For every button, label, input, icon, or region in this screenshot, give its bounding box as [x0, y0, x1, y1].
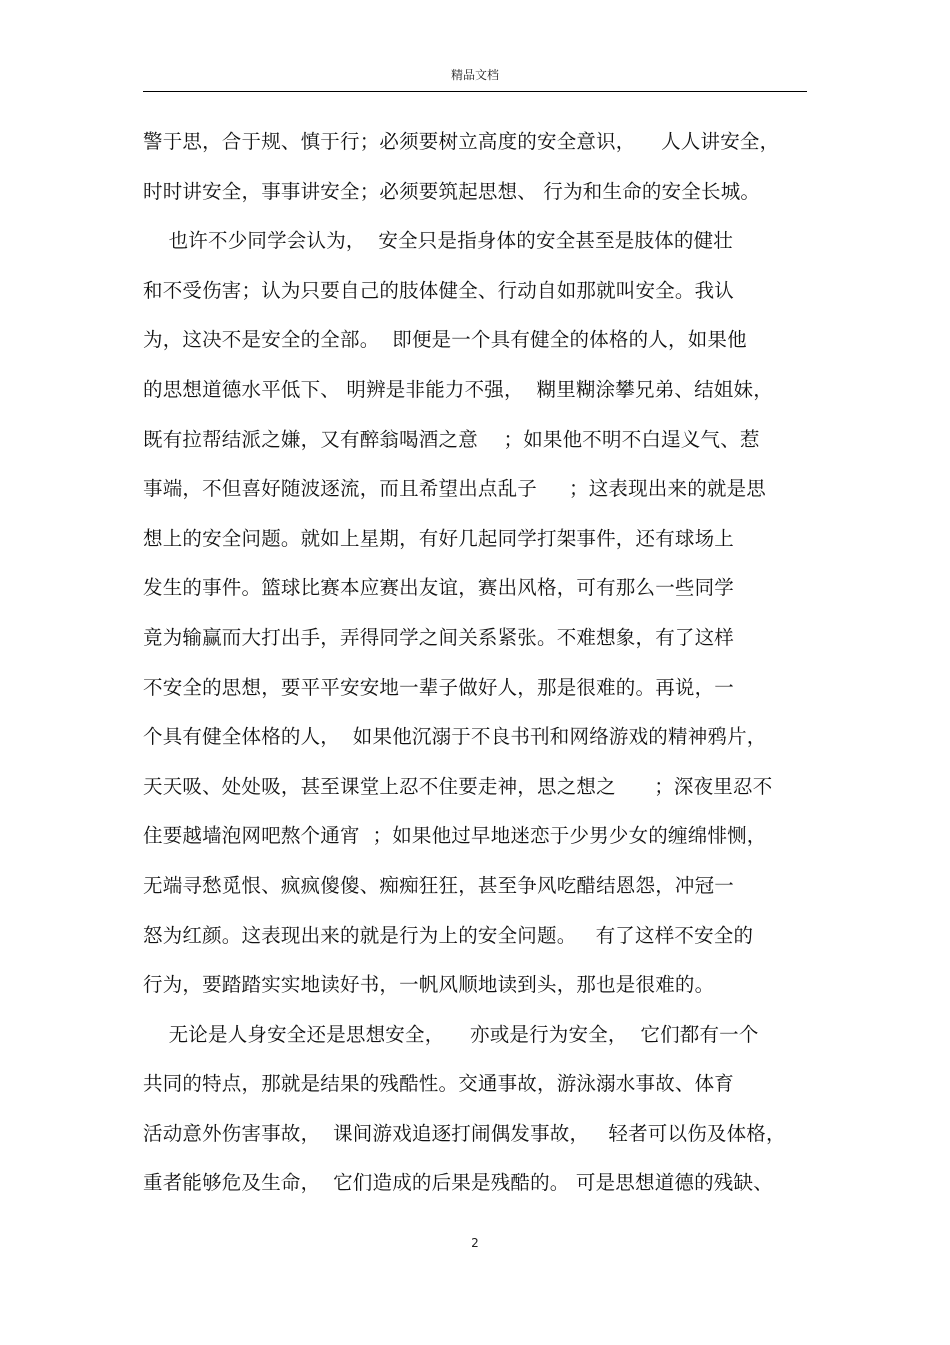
- text-line: 想上的安全问题。就如上星期，有好几起同学打架事件，还有球场上: [143, 526, 735, 550]
- text-line: 的思想道德水平低下、 明辨是非能力不强， 糊里糊涂攀兄弟、结姐妹，: [143, 377, 773, 401]
- text-line: 为，这决不是安全的全部。 即便是一个具有健全的体格的人，如果他: [143, 328, 747, 352]
- text-line: 发生的事件。篮球比赛本应赛出友谊，赛出风格，可有那么一些同学: [143, 576, 735, 600]
- text-line: 和不受伤害；认为只要自己的肢体健全、行动自如那就叫安全。我认: [143, 278, 735, 302]
- text-line: 活动意外伤害事故， 课间游戏追逐打闹偶发事故， 轻者可以伤及体格，: [143, 1121, 786, 1145]
- text-line: 行为，要踏踏实实地读好书，一帆风顺地读到头，那也是很难的。: [143, 973, 715, 997]
- text-line: 也许不少同学会认为， 安全只是指身体的安全甚至是肢体的健壮: [143, 229, 733, 253]
- text-line: 竟为输赢而大打出手，弄得同学之间关系紧张。不难想象，有了这样: [143, 625, 735, 649]
- text-line: 个具有健全体格的人， 如果他沉溺于不良书刊和网络游戏的精神鸦片，: [143, 725, 767, 749]
- text-line: 警于思，合于规、慎于行；必须要树立高度的安全意识， 人人讲安全，: [143, 130, 780, 153]
- text-line: 共同的特点，那就是结果的残酷性。交通事故，游泳溺水事故、体育: [143, 1072, 735, 1096]
- text-line: 重者能够危及生命， 它们造成的后果是残酷的。 可是思想道德的残缺、: [143, 1171, 773, 1195]
- body-text: [143, 122, 815, 1213]
- text-line: 事端，不但喜好随波逐流，而且希望出点乱子 ；这表现出来的就是思: [143, 477, 766, 501]
- text-line: 天天吸、处处吸，甚至课堂上忍不住要走神，思之想之 ；深夜里忍不: [143, 774, 773, 798]
- text-line: 既有拉帮结派之嫌，又有醉翁喝酒之意 ；如果他不明不白逞义气、惹: [143, 427, 760, 451]
- text-line: 怒为红颜。这表现出来的就是行为上的安全问题。 有了这样不安全的: [143, 923, 754, 947]
- text-line: 不安全的思想，要平平安安地一辈子做好人，那是很难的。再说，一: [143, 675, 735, 699]
- text-line: 住要越墙泡网吧熬个通宵 ；如果他过早地迷恋于少男少女的缠绵悱恻，: [143, 824, 767, 848]
- text-line: 无端寻愁觅恨、疯疯傻傻、痴痴狂狂，甚至争风吃醋结恩怨，冲冠一: [143, 873, 735, 897]
- page-number: 2: [471, 1236, 479, 1250]
- page-header-title: 精品文档: [450, 68, 499, 82]
- text-line: 无论是人身安全还是思想安全， 亦或是行为安全， 它们都有一个: [143, 1022, 759, 1046]
- text-line: 时时讲安全，事事讲安全；必须要筑起思想、 行为和生命的安全长城。: [143, 179, 761, 203]
- header-divider: [143, 91, 807, 92]
